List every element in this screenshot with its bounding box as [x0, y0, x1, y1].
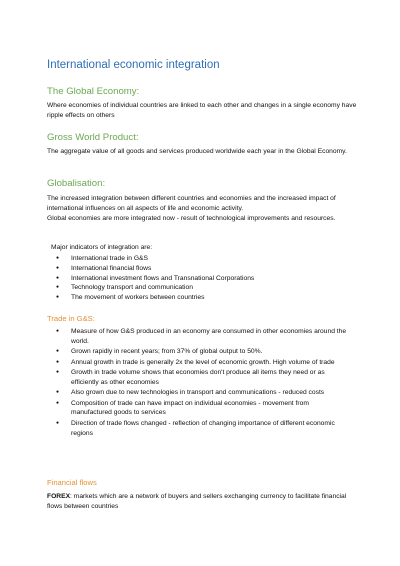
indicators-list [47, 254, 347, 303]
heading-globalisation: Globalisation: [47, 178, 106, 189]
paragraph-forex [47, 492, 362, 512]
heading-trade: Trade in G&S: [47, 314, 95, 323]
list-item: ● International financial flows [47, 264, 347, 274]
heading-gross-world-product: Gross World Product: [47, 132, 139, 143]
list-item: ● Composition of trade can have impact on individual economies - movement from manufactured goods to services [47, 399, 347, 419]
forex-term: FOREX [47, 493, 71, 500]
list-item: ● International investment flows and Transnational Corporations [47, 274, 347, 284]
heading-financial-flows: Financial flows [47, 478, 97, 487]
list-item: ● Also grown due to new technologies in transport and communications - reduced costs [47, 388, 347, 398]
list-item: ● Annual growth in trade is generally 2x the level of economic growth. High volume of trade [47, 358, 347, 368]
trade-list [47, 327, 347, 439]
forex-definition: : markets which are a network of buyers and sellers exchanging currency to facilitate financial flows between countries [47, 493, 347, 510]
list-item: ● Technology transport and communication [47, 283, 347, 293]
paragraph-global-economy: Where economies of individual countries are linked to each other and changes in a single economy have ripple effects on others [47, 102, 357, 119]
paragraph-globalisation-1: The increased integration between different countries and economies and the increased impact of international influences on all aspects of life and economic activity. [47, 195, 336, 212]
list-item: ● Measure of how G&S produced in an economy are consumed in other economies around the world. [47, 327, 347, 347]
paragraph-gross-world-product: The aggregate value of all goods and services produced worldwide each year in the Global Economy. [47, 148, 347, 155]
heading-global-economy: The Global Economy: [47, 86, 140, 97]
list-item: ● The movement of workers between countries [47, 293, 347, 303]
list-item: ● Grown rapidly in recent years; from 37% of global output to 50%. [47, 347, 347, 357]
indicators-lead: Major indicators of integration are: [51, 244, 153, 251]
list-item: ● International trade in G&S [47, 254, 347, 264]
page-title: International economic integration [47, 59, 220, 71]
list-item: ● Growth in trade volume shows that economies don't produce all items they need or as efficiently as other economies [47, 368, 347, 388]
paragraph-globalisation-2: Global economies are more integrated now - result of technological improvements and resources. [47, 214, 336, 222]
list-item: ● Direction of trade flows changed - reflection of changing importance of different economic regions [47, 419, 347, 439]
